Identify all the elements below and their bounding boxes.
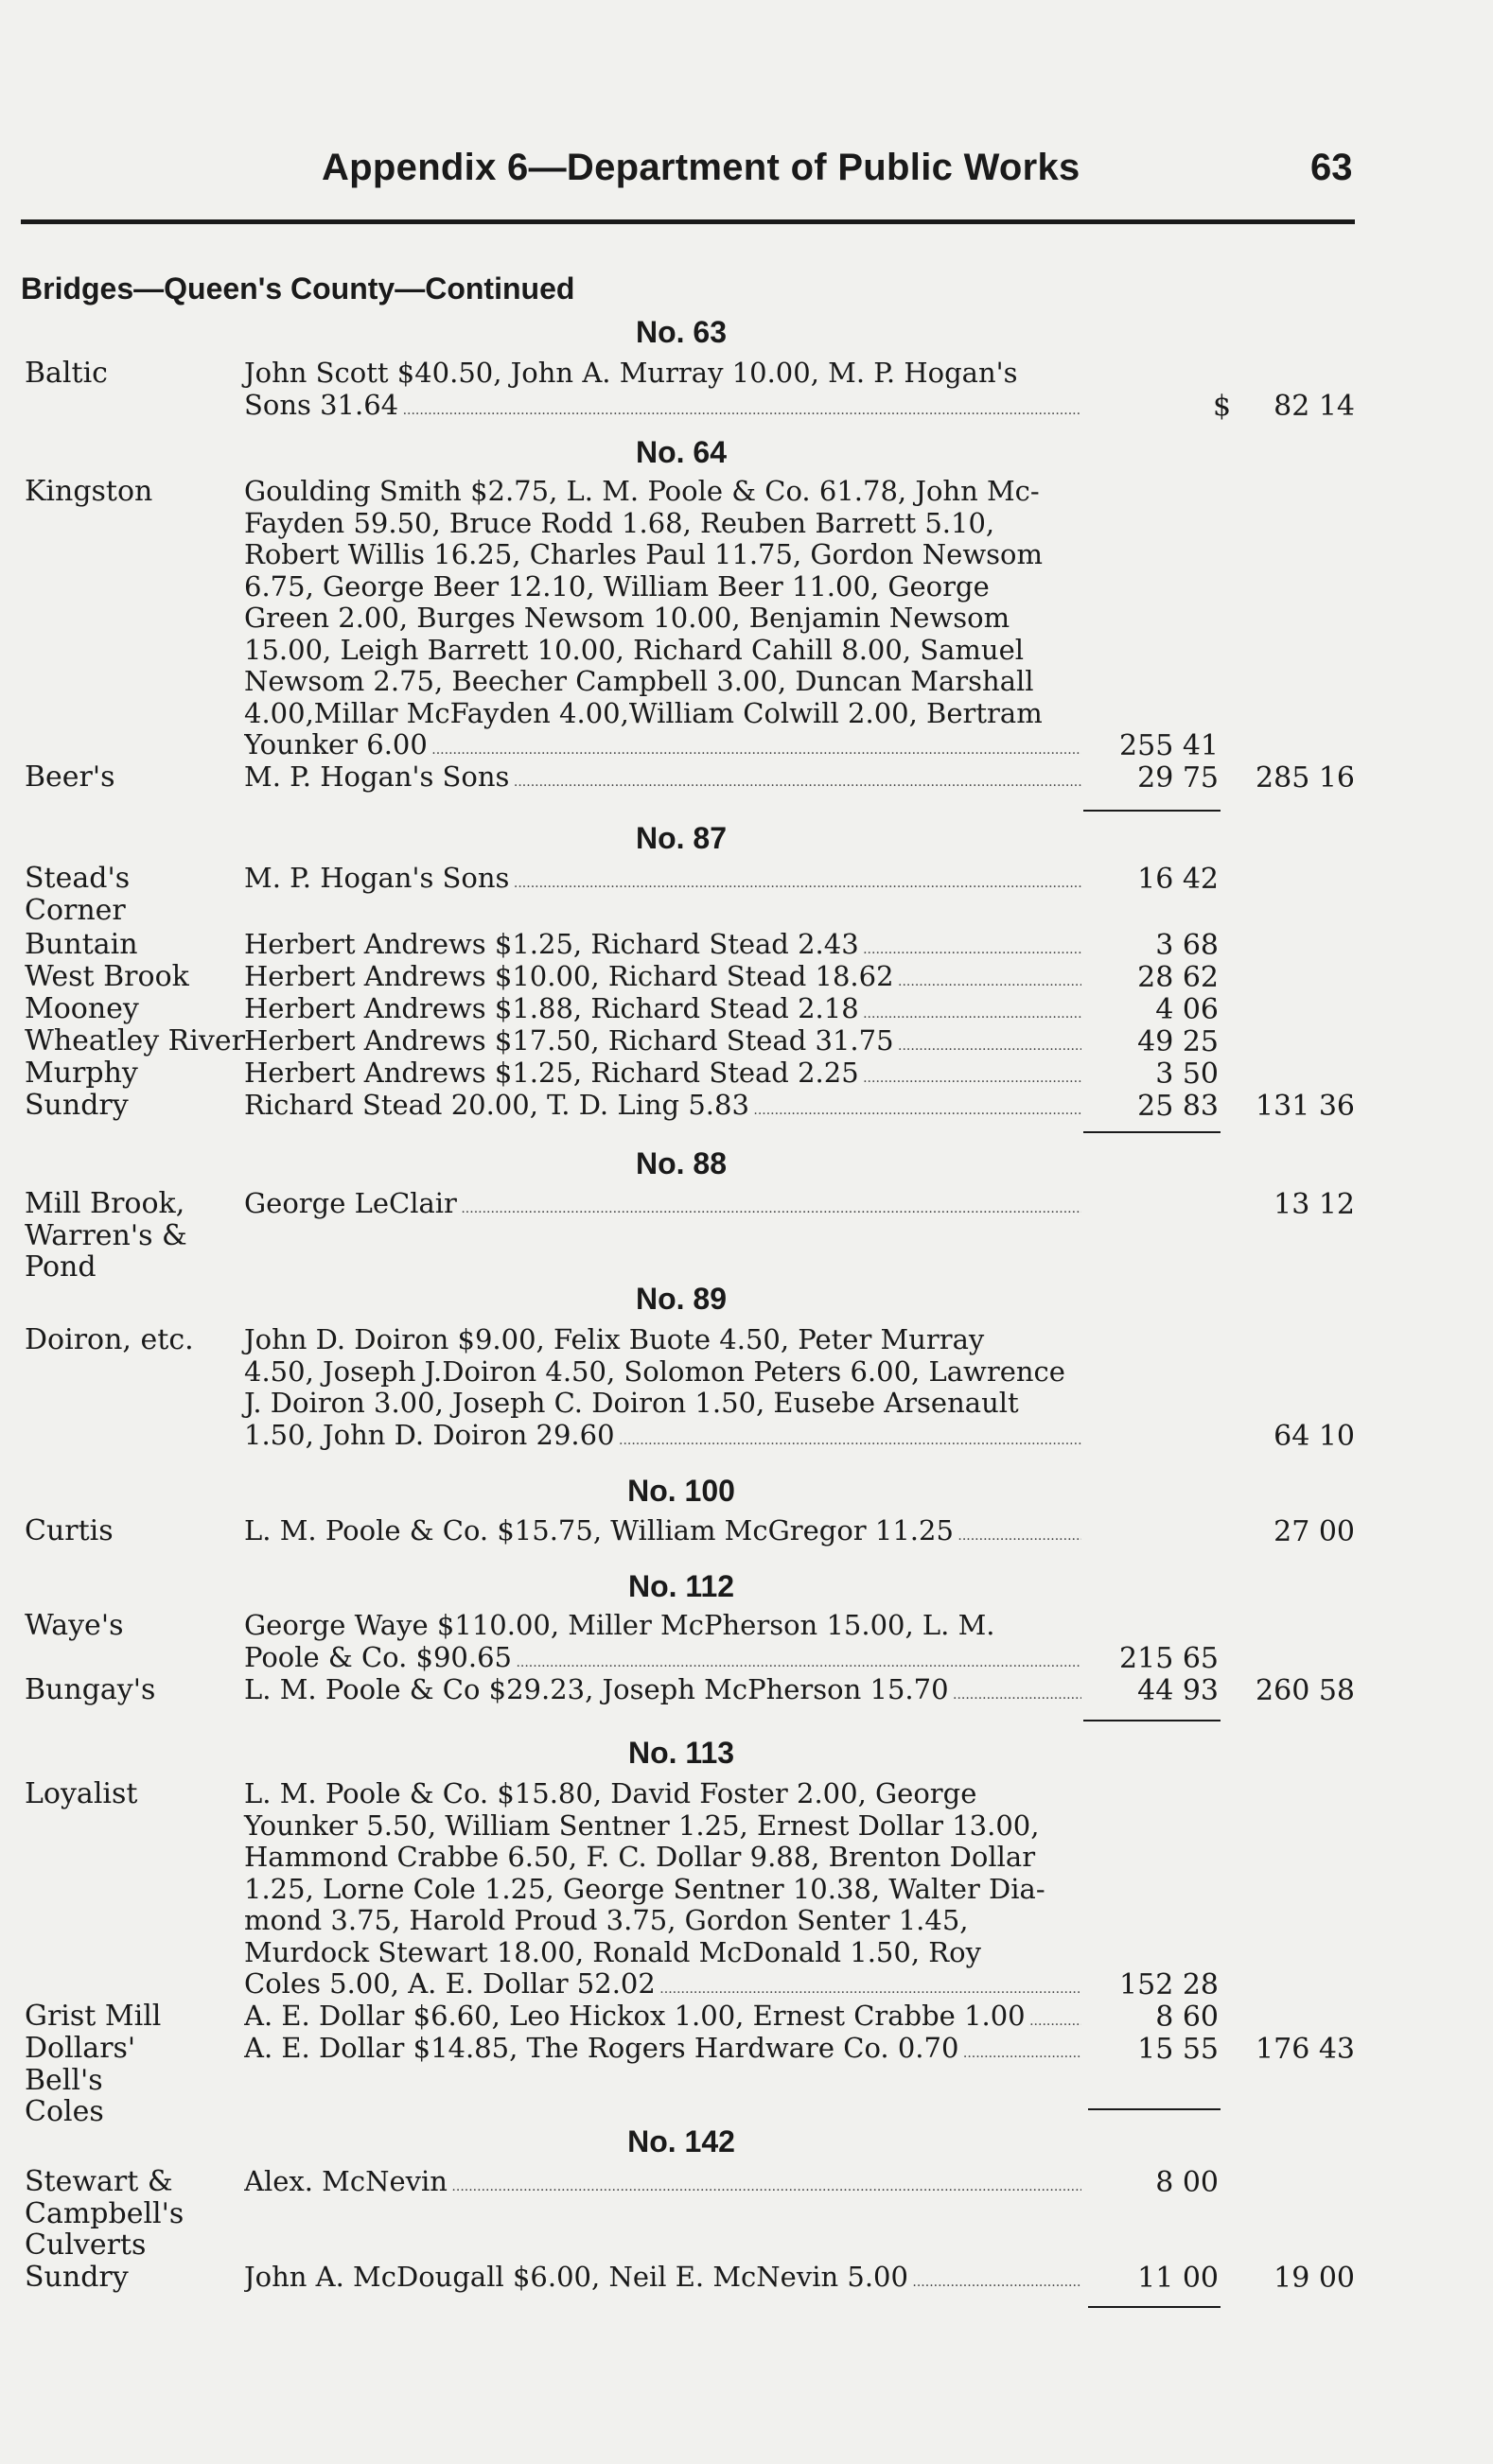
- payees-line: Goulding Smith $2.75, L. M. Poole & Co. 61.78, John Mc-: [244, 475, 1040, 507]
- place-name: Waye's: [25, 1609, 124, 1642]
- payees-text: [244, 863, 1081, 900]
- group-number: No. 64: [635, 435, 728, 469]
- payees-line: Herbert Andrews $17.50, Richard Stead 31.75 .....: [244, 1025, 1081, 1063]
- payees-line: L. M. Poole & Co. $15.75, William McGregor 11.25 .....: [244, 1515, 1081, 1553]
- section-title: Bridges—Queen's County—Continued: [21, 271, 575, 306]
- place-name: Buntain: [25, 928, 138, 961]
- payees-text: [244, 1674, 1081, 1712]
- payees-line: Hammond Crabbe 6.50, F. C. Dollar 9.88, Brenton Dollar: [244, 1841, 1036, 1873]
- total-value: 27 00: [1273, 1515, 1355, 1548]
- place-name: Sundry: [25, 2261, 129, 2294]
- payees-line: Herbert Andrews $10.00, Richard Stead 18.62 .....: [244, 961, 1081, 999]
- group-number: No. 63: [635, 315, 728, 349]
- payees-line: John D. Doiron $9.00, Felix Buote 4.50, Peter Murray: [244, 1323, 985, 1355]
- payees-line: M. P. Hogan's Sons .....: [244, 863, 1081, 900]
- payees-line: Herbert Andrews $1.25, Richard Stead 2.25 .....: [244, 1057, 1081, 1095]
- payees-line: Herbert Andrews $1.88, Richard Stead 2.18 .....: [244, 993, 1081, 1031]
- payees-text: [244, 1515, 1081, 1553]
- place-name: Doiron, etc.: [25, 1323, 194, 1356]
- place-name: Mill Brook, Warren's & Pond: [25, 1187, 187, 1284]
- total-value: 285 16: [1256, 761, 1355, 795]
- page-header-title: Appendix 6—Department of Public Works: [322, 147, 1080, 188]
- payees-line: 4.00,Millar McFayden 4.00,William Colwill 2.00, Bertram: [244, 696, 1043, 729]
- subtotal-rule: [1088, 2306, 1221, 2308]
- total-value: 64 10: [1273, 1419, 1355, 1453]
- place-name: Loyalist: [25, 1777, 138, 1810]
- payees-line: M. P. Hogan's Sons .....: [244, 761, 1081, 799]
- amount-value: 8 00: [1155, 2166, 1219, 2199]
- total-value: 260 58: [1256, 1674, 1355, 1707]
- payees-text: [244, 1778, 1081, 2006]
- place-name: Mooney: [25, 992, 139, 1025]
- payees-text: [244, 476, 1081, 767]
- subtotal-rule: [1083, 1131, 1221, 1133]
- dollar-sign: $: [1213, 389, 1232, 423]
- place-name: Bungay's: [25, 1673, 156, 1706]
- subtotal-rule: [1083, 810, 1221, 812]
- payees-line: Sons 31.64 .....: [244, 390, 1081, 428]
- total-value: 131 36: [1256, 1090, 1355, 1123]
- payees-text: [244, 358, 1081, 427]
- amount-value: 25 83: [1137, 1090, 1219, 1123]
- amount-value: 49 25: [1137, 1025, 1219, 1058]
- total-value: 82 14: [1273, 389, 1355, 423]
- header-rule: [21, 219, 1355, 224]
- payees-line: Poole & Co. $90.65 .....: [244, 1642, 1081, 1680]
- place-name: Curtis: [25, 1514, 114, 1547]
- payees-line: Richard Stead 20.00, T. D. Ling 5.83 .....: [244, 1090, 1081, 1127]
- place-name: Grist Mill: [25, 2000, 162, 2033]
- group-number: No. 113: [627, 1736, 735, 1770]
- payees-line: Fayden 59.50, Bruce Rodd 1.68, Reuben Barrett 5.10,: [244, 506, 995, 539]
- place-name: Stead's Corner: [25, 862, 131, 927]
- payees-line: George Waye $110.00, Miller McPherson 15.00, L. M.: [244, 1609, 995, 1641]
- amount-value: 44 93: [1137, 1674, 1219, 1707]
- payees-line: Herbert Andrews $1.25, Richard Stead 2.43 .....: [244, 929, 1081, 967]
- payees-line: Younker 6.00 .....: [244, 729, 1081, 767]
- payees-line: A. E. Dollar $6.60, Leo Hickox 1.00, Ernest Crabbe 1.00 .....: [244, 2001, 1081, 2038]
- place-name: Murphy: [25, 1057, 138, 1090]
- place-name: Baltic: [25, 357, 108, 390]
- payees-text: [244, 1090, 1081, 1127]
- payees-line: Alex. McNevin .....: [244, 2166, 1081, 2204]
- payees-text: [244, 1324, 1081, 1457]
- amount-value: 4 06: [1155, 993, 1219, 1026]
- amount-value: 3 50: [1155, 1057, 1219, 1091]
- amount-value: 11 00: [1137, 2262, 1219, 2295]
- payees-line: Green 2.00, Burges Newsom 10.00, Benjamin Newsom: [244, 602, 1010, 634]
- payees-line: John Scott $40.50, John A. Murray 10.00, M. P. Hogan's: [244, 357, 1018, 389]
- payees-line: 1.25, Lorne Cole 1.25, George Sentner 10.38, Walter Dia-: [244, 1872, 1045, 1905]
- group-number: No. 112: [627, 1569, 735, 1603]
- payees-text: [244, 1188, 1081, 1226]
- place-name: Beer's: [25, 760, 115, 794]
- group-number: No. 88: [635, 1146, 728, 1180]
- subtotal-rule: [1088, 2108, 1221, 2110]
- payees-line: L. M. Poole & Co. $15.80, David Foster 2.00, George: [244, 1777, 977, 1809]
- amount-value: 255 41: [1119, 729, 1219, 762]
- subtotal-rule: [1083, 1720, 1221, 1721]
- amount-value: 28 62: [1137, 961, 1219, 994]
- amount-value: 16 42: [1137, 863, 1219, 896]
- payees-text: [244, 2262, 1081, 2299]
- payees-line: Younker 5.50, William Sentner 1.25, Ernest Dollar 13.00,: [244, 1809, 1040, 1842]
- place-name: Kingston: [25, 475, 153, 508]
- payees-line: John A. McDougall $6.00, Neil E. McNevin 5.00 .....: [244, 2262, 1081, 2299]
- payees-line: J. Doiron 3.00, Joseph C. Doiron 1.50, Eusebe Arsenault: [244, 1387, 1019, 1419]
- payees-line: mond 3.75, Harold Proud 3.75, Gordon Senter 1.45,: [244, 1904, 969, 1936]
- place-name: Dollars' Bell's Coles: [25, 2032, 136, 2128]
- payees-line: L. M. Poole & Co $29.23, Joseph McPherson 15.70 .....: [244, 1674, 1081, 1712]
- payees-line: Robert Willis 16.25, Charles Paul 11.75, Gordon Newsom: [244, 538, 1044, 570]
- place-name: Wheatley River: [25, 1024, 245, 1057]
- place-name: Sundry: [25, 1089, 129, 1122]
- payees-text: [244, 1610, 1081, 1679]
- payees-text: [244, 2033, 1081, 2071]
- payees-line: Newsom 2.75, Beecher Campbell 3.00, Duncan Marshall: [244, 665, 1034, 697]
- total-value: 13 12: [1273, 1188, 1355, 1221]
- payees-line: 6.75, George Beer 12.10, William Beer 11.00, George: [244, 569, 990, 603]
- group-number: No. 100: [627, 1474, 735, 1508]
- payees-line: 15.00, Leigh Barrett 10.00, Richard Cahill 8.00, Samuel: [244, 633, 1025, 666]
- place-name: West Brook: [25, 960, 189, 993]
- amount-value: 215 65: [1119, 1641, 1219, 1675]
- total-value: 19 00: [1273, 2262, 1355, 2295]
- payees-text: [244, 761, 1081, 799]
- amount-value: 8 60: [1155, 2001, 1219, 2034]
- payees-text: [244, 2166, 1081, 2204]
- amount-value: 152 28: [1119, 1968, 1219, 2001]
- place-name: Stewart & Campbell's Culverts: [25, 2165, 184, 2262]
- group-number: No. 87: [635, 821, 728, 855]
- payees-line: Murdock Stewart 18.00, Ronald McDonald 1.50, Roy: [244, 1935, 981, 1968]
- amount-value: 15 55: [1137, 2033, 1219, 2066]
- payees-line: Coles 5.00, A. E. Dollar 52.02 .....: [244, 1968, 1081, 2006]
- total-value: 176 43: [1256, 2033, 1355, 2066]
- group-number: No. 89: [635, 1282, 728, 1316]
- amount-value: 3 68: [1155, 929, 1219, 962]
- payees-line: George LeClair .....: [244, 1188, 1081, 1226]
- page-number: 63: [1310, 147, 1353, 188]
- amount-value: 29 75: [1137, 761, 1219, 795]
- group-number: No. 142: [627, 2124, 735, 2158]
- payees-line: 1.50, John D. Doiron 29.60 .....: [244, 1420, 1081, 1458]
- payees-line: A. E. Dollar $14.85, The Rogers Hardware Co. 0.70 .....: [244, 2033, 1081, 2071]
- payees-line: 4.50, Joseph J.Doiron 4.50, Solomon Peters 6.00, Lawrence: [244, 1354, 1065, 1388]
